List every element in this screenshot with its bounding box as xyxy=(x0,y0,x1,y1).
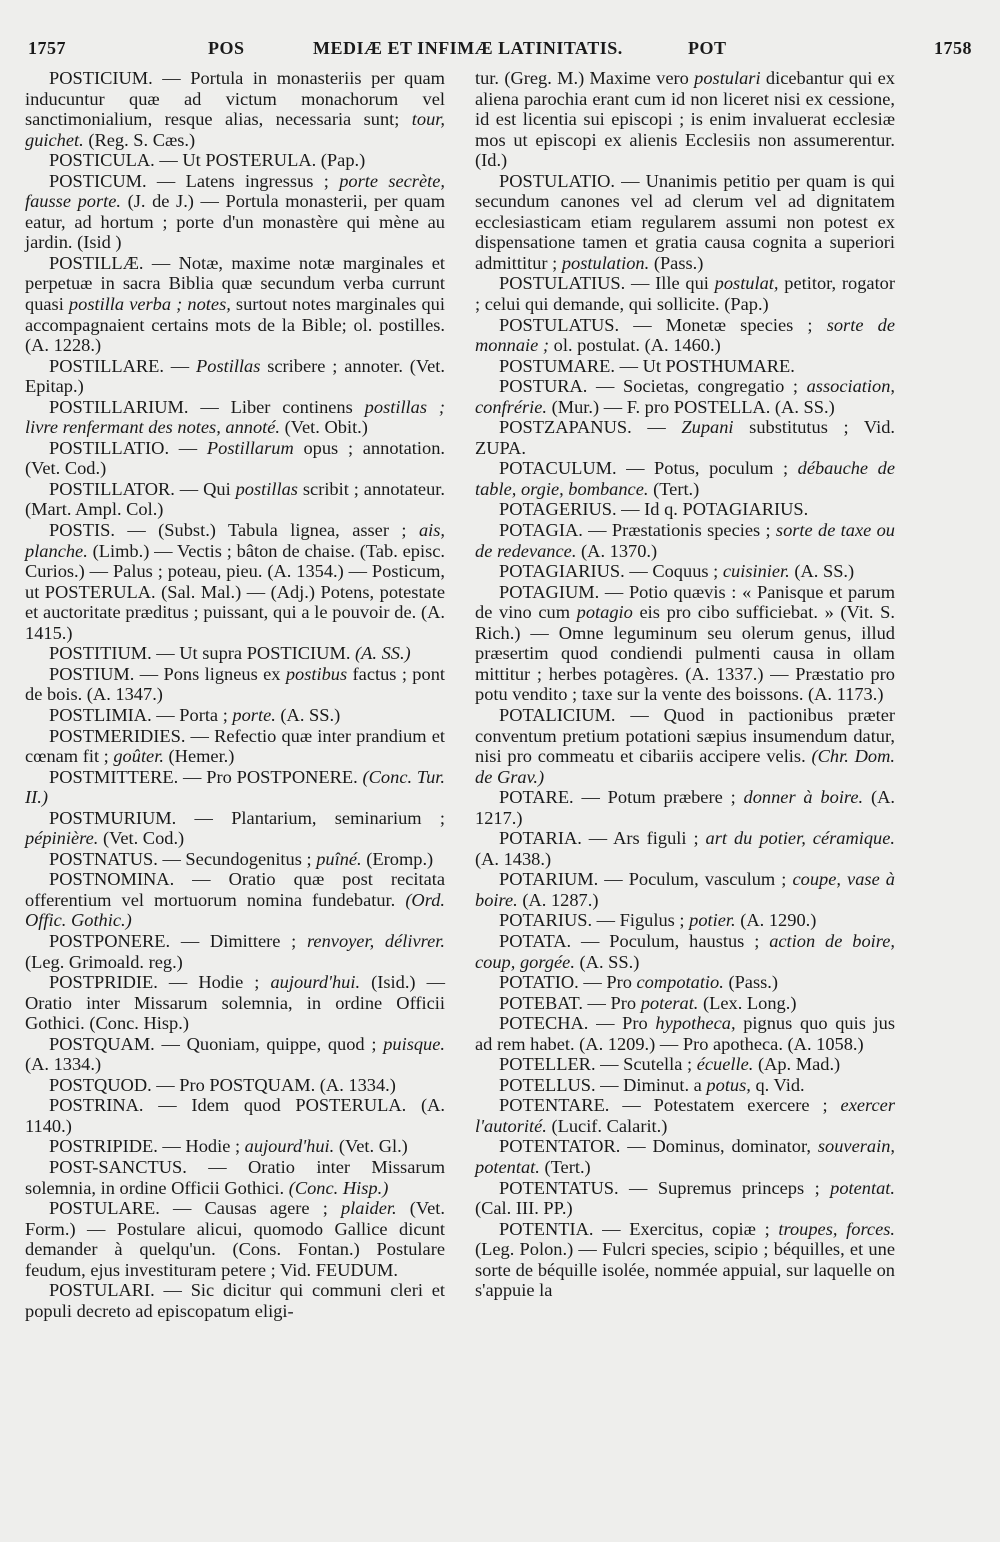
entry-definition: — Diminut. a xyxy=(595,1074,707,1095)
entry-continuation: (A. 1334.) xyxy=(25,1054,102,1075)
entry-definition: — Poculum, haustus ; xyxy=(571,930,770,951)
entry-continuation: (A. 1287.) xyxy=(517,889,599,910)
entry-italic: (Chr. Dom. de Grav.) xyxy=(475,746,895,787)
entry-italic: souverain, potentat. xyxy=(475,1136,895,1177)
entry-continuation: (Lex. Long.) xyxy=(698,992,797,1013)
entry-italic: goûter. xyxy=(113,746,164,767)
entry-headword: POTATIO. xyxy=(499,972,579,993)
entry-headword: POTEBAT. xyxy=(499,992,583,1013)
dictionary-entry xyxy=(475,828,895,869)
entry-italic: Zupani xyxy=(681,417,734,438)
entry-headword: POTALICIUM. xyxy=(499,704,616,725)
dictionary-entry xyxy=(25,171,445,253)
entry-continuation: (Leg. Grimoald. reg.) xyxy=(25,951,183,972)
entry-italic: cuisinier. xyxy=(722,561,790,582)
dictionary-entry xyxy=(25,356,445,397)
entry-continuation: (A. 1370.) xyxy=(576,540,658,561)
entry-continuation: (Tert.) xyxy=(648,478,700,499)
entry-continuation: (Pass.) xyxy=(723,972,778,993)
entry-definition: — Plantarium, seminarium ; xyxy=(176,807,445,828)
entry-continuation: (Hemer.) xyxy=(163,746,235,767)
dictionary-entry xyxy=(25,1136,445,1157)
entry-italic: art du potier, céramique. xyxy=(705,828,895,849)
entry-definition: — Quoniam, quippe, quod ; xyxy=(154,1033,384,1054)
entry-italic: postillas xyxy=(235,478,298,499)
entry-definition: — Idem quod POSTERULA. (A. 1140.) xyxy=(25,1095,445,1136)
entry-italic: postulat, xyxy=(714,273,779,294)
entry-headword: POSTPRIDIE. xyxy=(49,972,158,993)
entry-definition: — Societas, congregatio ; xyxy=(587,376,807,397)
dictionary-entry xyxy=(25,1095,445,1136)
dictionary-entry xyxy=(25,869,445,931)
entry-definition: — Quod in pactionibus præter conventum pretium potationi sæpius insumendum datur, nisi pro commeatu et cibariis accipere velis. xyxy=(475,704,895,767)
entry-definition: — Unanimis petitio per quam is qui secundum canones vel ad clerum vel ad dignitatem ecclesiasticam etiam regularem assumi non potest ex dispensatione tamen et gratia causa cognita a superiori admittitur ; xyxy=(475,170,895,273)
entry-continuation: (A. 1217.) xyxy=(475,787,895,828)
entry-definition: — Ut POSTHUMARE. xyxy=(614,355,795,376)
entry-definition: — Pro POSTPONERE. xyxy=(178,766,363,787)
entry-italic: action de boire, coup, gorgée. xyxy=(475,930,895,972)
entry-headword: POTARIUS. xyxy=(499,910,593,931)
entry-headword: POTELLER. xyxy=(499,1054,596,1075)
dictionary-entry xyxy=(475,1136,895,1177)
dictionary-entry xyxy=(25,1157,445,1198)
dictionary-entry xyxy=(475,315,895,356)
entry-definition: — Pro xyxy=(582,992,641,1013)
entry-italic: puîné. xyxy=(316,848,362,869)
entry-continuation: (Lucif. Calarit.) xyxy=(546,1115,668,1136)
entry-definition: — Monetæ species ; xyxy=(619,314,827,335)
entry-headword: POSTULATIO. xyxy=(499,170,615,191)
running-header xyxy=(28,38,972,66)
entry-definition: — Dimittere ; xyxy=(170,930,307,951)
entry-definition: — Potestatem exercere ; xyxy=(609,1095,841,1116)
dictionary-entry xyxy=(25,808,445,849)
entry-italic: porte. xyxy=(232,704,276,725)
entry-definition: — Coquus ; xyxy=(624,561,723,582)
entry-continuation: substitutus ; Vid. ZUPA. xyxy=(475,417,895,458)
entry-continuation: scribere ; annoter. (Vet. Epitap.) xyxy=(25,355,445,397)
entry-italic: écuelle. xyxy=(696,1054,754,1075)
entry-continuation: (Isid.) — Oratio inter Missarum solemnia, in ordine Officii Gothici. (Conc. Hisp.) xyxy=(25,972,445,1034)
dictionary-entry xyxy=(475,869,895,910)
entry-headword: POSTITIUM. xyxy=(49,643,152,664)
entry-continuation: (Vet. Obit.) xyxy=(280,417,368,438)
dictionary-entry xyxy=(475,171,895,274)
entry-italic: plaider. xyxy=(340,1198,397,1219)
entry-italic: aujourd'hui. xyxy=(270,972,361,993)
dictionary-entry xyxy=(475,931,895,972)
entry-italic: postilla verba ; notes, xyxy=(68,294,231,315)
dictionary-entry xyxy=(25,705,445,726)
entry-definition: — Potio quævis : « Panisque et parum de vino cum xyxy=(475,581,895,623)
dictionary-entry xyxy=(25,767,445,808)
entry-italic: donner à boire. xyxy=(743,787,864,808)
dictionary-entry xyxy=(25,1198,445,1280)
entry-definition: — xyxy=(169,437,207,458)
entry-italic: aujourd'hui. xyxy=(244,1136,335,1157)
entry-headword: POTAGIA. xyxy=(499,520,583,541)
entry-italic: coupe, vase à boire. xyxy=(475,869,895,910)
entry-italic: pépinière. xyxy=(25,828,99,849)
entry-headword: POSTNOMINA. xyxy=(49,869,175,890)
dictionary-entry xyxy=(25,1034,445,1075)
entry-continuation: q. Vid. xyxy=(750,1074,805,1095)
entry-definition: — Sic dicitur qui communi cleri et populi decreto ad episcopatum eligi- xyxy=(25,1280,445,1321)
entry-italic: troupes, forces. xyxy=(778,1218,895,1239)
dictionary-entry xyxy=(475,520,895,561)
page-number-left: 1757 xyxy=(28,38,66,58)
dictionary-entry xyxy=(475,499,895,520)
entry-definition: — Pons ligneus ex xyxy=(134,663,286,684)
entry-continuation: (Pass.) xyxy=(649,252,704,273)
entry-headword: POSTICUM. xyxy=(49,170,147,191)
entry-definition: — Id q. POTAGIARIUS. xyxy=(616,499,809,520)
dictionary-entry xyxy=(25,150,445,171)
entry-headword: POTENTARE. xyxy=(499,1095,610,1116)
dictionary-entry xyxy=(25,664,445,705)
dictionary-entry xyxy=(475,1219,895,1301)
dictionary-entry xyxy=(475,356,895,377)
entry-definition: tur. (Greg. M.) Maxime vero xyxy=(475,68,695,88)
entry-definition: — Portula in monasteriis per quam inducuntur quæ ad victum monachorum vel sanctimonialium, resque alias, necessaria sunt; xyxy=(25,68,445,130)
entry-definition: — Causas agere ; xyxy=(159,1198,341,1219)
entry-continuation: (Limb.) — Vectis ; bâton de chaise. (Tab. episc. Curios.) — Palus ; poteau, pieu. (A. 1354.) — Posticum, ut POSTERULA. (Sal. Mal.) — (Adj.) Potens, potestate et auctoritate præditus ; puissant, qui a le pouvoir de. (A. 1415.) xyxy=(25,540,445,643)
entry-italic: (Conc. Tur. II.) xyxy=(25,766,446,808)
dictionary-entry xyxy=(25,253,445,356)
entry-headword: POSTICIUM. xyxy=(49,68,153,88)
entry-definition: — Supremus princeps ; xyxy=(618,1177,831,1198)
entry-italic: association, confrérie. xyxy=(475,376,895,417)
dictionary-entry xyxy=(475,1095,895,1136)
entry-definition: — Ille qui xyxy=(625,273,715,294)
dictionary-entry xyxy=(25,849,445,870)
entry-italic: (A. SS.) xyxy=(355,643,411,664)
dictionary-entry xyxy=(25,520,445,643)
dictionary-entry xyxy=(475,561,895,582)
entry-headword: POSTRIPIDE. xyxy=(49,1136,158,1157)
entry-headword: POSTMITTERE. xyxy=(49,766,179,787)
entry-continuation: (A. 1290.) xyxy=(735,910,817,931)
entry-definition: — Qui xyxy=(174,478,236,499)
dictionary-entry xyxy=(25,438,445,479)
dictionary-entry xyxy=(475,972,895,993)
entry-definition: — Notæ, maxime notæ marginales et perpetuæ in sacra Biblia quæ secundum verba currunt quasi xyxy=(25,252,445,315)
entry-continuation: (Cal. III. PP.) xyxy=(475,1198,573,1219)
entry-continuation: (A. SS.) xyxy=(789,561,855,582)
entry-headword: POSTULATUS. xyxy=(499,314,620,335)
entry-continuation: (Tert.) xyxy=(539,1156,591,1177)
entry-headword: POSTILLARE. xyxy=(49,355,164,376)
entry-headword: POTAGERIUS. xyxy=(499,499,617,520)
dictionary-entry xyxy=(475,993,895,1014)
entry-headword: POSTUMARE. xyxy=(499,355,615,376)
dictionary-entry xyxy=(475,376,895,417)
entry-definition: — Præstationis species ; xyxy=(582,520,776,541)
entry-definition: — Hodie ; xyxy=(157,1136,245,1157)
entry-definition: — Poculum, vasculum ; xyxy=(598,869,793,890)
entry-italic: sorte de taxe ou de redevance. xyxy=(475,520,896,561)
entry-headword: POTARIUM. xyxy=(499,869,599,890)
entry-continuation: surtout notes marginales qui accompagnaient certains mots de la Bible; ol. postilles. (A. 1228.) xyxy=(25,294,445,356)
dictionary-entry xyxy=(475,1075,895,1096)
entry-headword: POSTICULA. xyxy=(49,150,155,171)
entry-italic: porte secrète, fausse porte. xyxy=(25,170,446,212)
dictionary-entry xyxy=(25,1280,445,1321)
entry-definition: — Pro xyxy=(588,1013,656,1034)
entry-continuation: opus ; annotation. (Vet. Cod.) xyxy=(25,437,445,479)
entry-definition: — Ars figuli ; xyxy=(581,828,706,849)
entry-italic: postulation. xyxy=(561,252,650,273)
dictionary-entry xyxy=(475,705,895,787)
entry-continuation: (Vet. Cod.) xyxy=(98,828,185,849)
entry-headword: POTAGIUM. xyxy=(499,581,600,602)
entry-definition: — Dominus, dominator, xyxy=(620,1136,818,1157)
entry-definition: — Potum præbere ; xyxy=(573,787,744,808)
entry-definition: — Ut POSTERULA. (Pap.) xyxy=(154,150,366,171)
entry-continuation: factus ; pont de bois. (A. 1347.) xyxy=(25,663,446,705)
entry-italic: débauche de table, orgie, bombance. xyxy=(475,458,895,499)
entry-headword: POSTULARI. xyxy=(49,1280,155,1301)
entry-headword: POTARIA. xyxy=(499,828,582,849)
range-end: POT xyxy=(688,38,727,58)
entry-headword: POSTMERIDIES. xyxy=(49,725,186,746)
entry-continuation: scribit ; annotateur. (Mart. Ampl. Col.) xyxy=(25,478,445,520)
entry-headword: POSTURA. xyxy=(499,376,588,397)
entry-continuation: eis pro cibo sufficiebat. » (Vit. S. Rich.) — Omne leguminum seu olerum genus, illud præsertim quod condiendi pulmenti causa in ollam mittitur ; herbes potagères. (A. 1337.) — Præstatio pro potu vendito ; taxe sur la vente des boissons. (A. 1173.) xyxy=(475,602,895,705)
entry-headword: POTATA. xyxy=(499,930,572,951)
entry-italic: potier. xyxy=(689,910,736,931)
dictionary-entry xyxy=(25,1075,445,1096)
entry-continuation: (Eromp.) xyxy=(361,848,434,869)
dictionary-entry xyxy=(475,273,895,314)
entry-headword: POST-SANCTUS. xyxy=(49,1156,187,1177)
entry-definition: — Latens ingressus ; xyxy=(146,170,340,191)
entry-continuation: pignus quo quis jus ad rem habet. (A. 1209.) — Pro apotheca. (A. 1058.) xyxy=(475,1013,895,1054)
entry-headword: POSTILLÆ. xyxy=(49,252,144,273)
entry-continuation: (J. de J.) — Portula monasterii, per quam eatur, ad hortum ; porte d'un monastère qui mène au jardin. (Isid ) xyxy=(25,191,445,253)
entry-headword: POSTQUAM. xyxy=(49,1033,155,1054)
entry-definition: — Hodie ; xyxy=(157,972,271,993)
entry-headword: POSTULARE. xyxy=(49,1198,160,1219)
entry-continuation: (A. SS.) xyxy=(574,951,640,972)
entry-italic: (Conc. Hisp.) xyxy=(288,1177,389,1198)
dictionary-entry xyxy=(475,910,895,931)
entry-definition: — Figulus ; xyxy=(592,910,690,931)
dictionary-entry xyxy=(475,1178,895,1219)
entry-italic: potagio xyxy=(576,602,633,623)
entry-headword: POSTILLATIO. xyxy=(49,437,170,458)
range-start: POS xyxy=(208,38,245,58)
entry-headword: POSTULATIUS. xyxy=(499,273,626,294)
entry-continuation: (Mur.) — F. pro POSTELLA. (A. SS.) xyxy=(547,396,835,417)
entry-definition: — xyxy=(631,417,682,438)
entry-continuation: (A. 1438.) xyxy=(475,848,552,869)
dictionary-entry xyxy=(475,458,895,499)
dictionary-entry xyxy=(475,787,895,828)
running-title: MEDIÆ ET INFIMÆ LATINITATIS. xyxy=(313,38,623,58)
entry-definition: — Refectio quæ inter prandium et cœnam fit ; xyxy=(25,725,445,767)
entry-definition: — xyxy=(163,355,197,376)
entry-italic: puisque. xyxy=(383,1033,445,1054)
entry-headword: POSTZAPANUS. xyxy=(499,417,632,438)
entry-italic: Postillarum xyxy=(206,437,294,458)
entry-continuation: ol. postulat. (A. 1460.) xyxy=(549,335,721,356)
entry-definition: — Scutella ; xyxy=(595,1054,697,1075)
entry-definition: — Exercitus, copiæ ; xyxy=(593,1218,779,1239)
entry-italic: (Ord. Offic. Gothic.) xyxy=(25,889,445,931)
entry-italic: postillas ; livre renfermant des notes, annoté. xyxy=(25,396,446,438)
dictionary-entry xyxy=(25,397,445,438)
entry-italic: Postillas xyxy=(196,355,261,376)
entry-definition: — Porta ; xyxy=(151,704,233,725)
entry-headword: POSTIS. xyxy=(49,520,115,541)
dictionary-entry xyxy=(475,1013,895,1054)
dictionary-entry xyxy=(475,417,895,458)
entry-continuation: (Reg. S. Cæs.) xyxy=(83,129,196,150)
dictionary-entry xyxy=(25,643,445,664)
entry-italic: sorte de monnaie ; xyxy=(475,314,895,356)
entry-continuation: dicebantur qui ex aliena parochia erant cum id non liceret nisi ex cessione, id est licentia sui episcopi ; is enim invaluerat ecclesiæ mos ut episcopi ex alienis Ecclesiis non assumerentur. (Id.) xyxy=(475,68,896,171)
entry-headword: POTENTATUS. xyxy=(499,1177,619,1198)
entry-continuation: (Vet. Gl.) xyxy=(334,1136,408,1157)
entry-headword: POTARE. xyxy=(499,787,574,808)
entry-headword: POTECHA. xyxy=(499,1013,589,1034)
dictionary-entry xyxy=(25,972,445,1034)
entry-headword: POSTILLARIUM. xyxy=(49,396,189,417)
entry-continuation: (Leg. Polon.) — Fulcri species, scipio ; béquilles, et une sorte de béquille isolée, nommée appuial, sur laquelle on s'appuie la xyxy=(475,1239,895,1301)
entry-definition: — Pro POSTQUAM. (A. 1334.) xyxy=(151,1074,396,1095)
entry-italic: tour, guichet. xyxy=(25,109,445,150)
entry-headword: POTACULUM. xyxy=(499,458,617,479)
entry-italic: potus, xyxy=(706,1074,751,1095)
entry-italic: exercer l'autorité. xyxy=(475,1095,895,1136)
entry-italic: renvoyer, délivrer. xyxy=(306,930,445,951)
entry-italic: postulari xyxy=(694,68,761,88)
entry-headword: POSTPONERE. xyxy=(49,930,171,951)
entry-italic: hypotheca, xyxy=(655,1013,736,1034)
left-column xyxy=(25,68,445,1321)
entry-continuation: (Ap. Mad.) xyxy=(753,1054,841,1075)
entry-headword: POTELLUS. xyxy=(499,1074,596,1095)
dictionary-entry xyxy=(475,68,895,171)
entry-definition: — Oratio inter Missarum solemnia, in ordine Officii Gothici. xyxy=(25,1156,445,1198)
entry-headword: POTENTIA. xyxy=(499,1218,594,1239)
entry-headword: POTENTATOR. xyxy=(499,1136,621,1157)
entry-definition: — (Subst.) Tabula lignea, asser ; xyxy=(114,520,419,541)
entry-italic: postibus xyxy=(285,663,348,684)
entry-italic: ais, planche. xyxy=(25,520,445,561)
dictionary-entry xyxy=(25,931,445,972)
entry-definition: — Ut supra POSTICIUM. xyxy=(151,643,356,664)
entry-headword: POSTNATUS. xyxy=(49,848,158,869)
right-column xyxy=(475,68,895,1301)
entry-italic: potentat. xyxy=(830,1177,895,1198)
entry-italic: compotatio. xyxy=(636,972,724,993)
dictionary-entry xyxy=(475,1054,895,1075)
dictionary-entry xyxy=(25,68,445,150)
entry-headword: POSTMURIUM. xyxy=(49,807,177,828)
entry-definition: — Pro xyxy=(578,972,637,993)
entry-headword: POSTIUM. xyxy=(49,663,135,684)
entry-continuation: (A. SS.) xyxy=(275,704,341,725)
page-number-right: 1758 xyxy=(934,38,972,58)
entry-definition: — Oratio quæ post recitata offerentium vel mortuorum nomina fundebatur. xyxy=(25,869,445,910)
entry-headword: POTAGIARIUS. xyxy=(499,561,625,582)
entry-continuation: petitor, rogator ; celui qui demande, qui sollicite. (Pap.) xyxy=(475,273,896,315)
entry-headword: POSTQUOD. xyxy=(49,1074,152,1095)
dictionary-entry xyxy=(25,479,445,520)
entry-headword: POSTLIMIA. xyxy=(49,704,152,725)
entry-definition: — Liber continens xyxy=(188,396,365,417)
entry-definition: — Secundogenitus ; xyxy=(157,848,317,869)
entry-italic: poterat. xyxy=(640,992,699,1013)
dictionary-entry xyxy=(25,726,445,767)
entry-headword: POSTRINA. xyxy=(49,1095,144,1116)
entry-continuation: (Vet. Form.) — Postulare alicui, quomodo Gallice dicunt demander à quelqu'un. (Cons. Fontan.) Postulare feudum, ejus investituram petere ; Vid. FEUDUM. xyxy=(25,1198,445,1280)
entry-definition: — Potus, poculum ; xyxy=(616,458,798,479)
dictionary-entry xyxy=(475,582,895,705)
entry-headword: POSTILLATOR. xyxy=(49,478,175,499)
